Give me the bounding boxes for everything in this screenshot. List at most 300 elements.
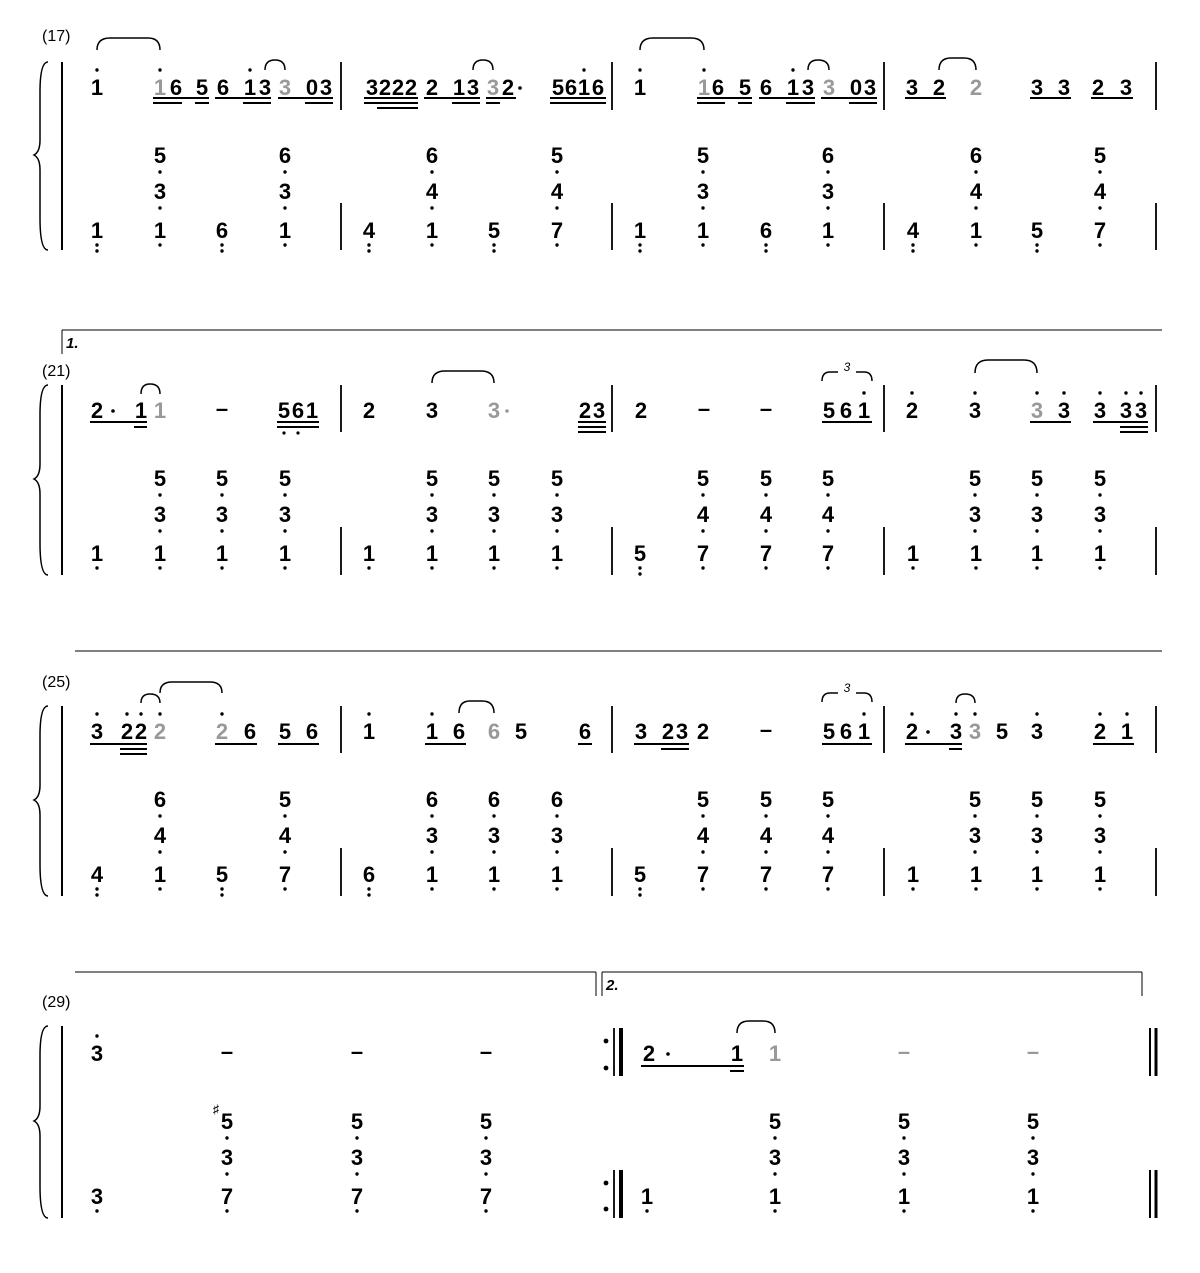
- octave-dot: [1124, 391, 1127, 394]
- low-octave-dot: [430, 493, 433, 496]
- harmony-note-upper: 5: [550, 466, 564, 491]
- harmony-note-middle: 3: [215, 502, 229, 527]
- octave-dot: [1098, 391, 1101, 394]
- melody-note: 1: [362, 719, 376, 744]
- low-octave-dot: [826, 850, 829, 853]
- low-octave-dot: [826, 493, 829, 496]
- bass-note: 7: [350, 1184, 364, 1209]
- melody-note: 3: [90, 1041, 104, 1066]
- harmony-note-upper: 5: [1030, 787, 1044, 812]
- low-octave-dot: [95, 566, 98, 569]
- melody-note: 3: [822, 75, 836, 100]
- low-octave-dot: [1035, 814, 1038, 817]
- octave-dot: [158, 712, 161, 715]
- low-octave-dot: [1035, 243, 1038, 246]
- harmony-note-upper: 5: [768, 1109, 782, 1134]
- low-octave-dot: [555, 887, 558, 890]
- melody-note: 3: [1030, 719, 1044, 744]
- low-octave-dot: [492, 814, 495, 817]
- bass-note: 1: [362, 541, 376, 566]
- harmony-note-middle: 3: [821, 179, 835, 204]
- harmony-note-upper: 6: [821, 143, 835, 168]
- low-octave-dot: [283, 566, 286, 569]
- low-octave-dot: [484, 1172, 487, 1175]
- low-octave-dot: [158, 529, 161, 532]
- low-octave-dot: [764, 887, 767, 890]
- melody-note: 2: [1091, 75, 1105, 100]
- augmentation-dot: [111, 409, 115, 413]
- melody-note: 6: [759, 75, 773, 100]
- sustain-dash: –: [759, 396, 773, 421]
- melody-note: 3: [863, 75, 877, 100]
- melody-note: 1: [134, 398, 148, 423]
- bass-note: 4: [362, 218, 376, 243]
- bass-note: 1: [215, 541, 229, 566]
- melody-note: 6: [711, 75, 725, 100]
- sustain-dash: –: [215, 396, 229, 421]
- melody-note: 2: [1093, 719, 1107, 744]
- melody-notes: [91, 1034, 1039, 1066]
- harmony-note-upper: 5: [968, 466, 982, 491]
- octave-dot: [1139, 391, 1142, 394]
- melody-note: 1: [1120, 719, 1134, 744]
- low-octave-dot: [158, 814, 161, 817]
- harmony-note-upper: 5: [696, 787, 710, 812]
- low-octave-dot: [1098, 206, 1101, 209]
- bass-note: 7: [759, 862, 773, 887]
- low-octave-dot: [701, 814, 704, 817]
- bass-note: 1: [90, 218, 104, 243]
- harmony-note-upper: 5: [821, 787, 835, 812]
- low-octave-dot: [973, 529, 976, 532]
- bass-note: 1: [278, 218, 292, 243]
- bass-note: 5: [487, 218, 501, 243]
- melody-note: 5: [822, 398, 836, 423]
- low-octave-dot: [225, 1136, 228, 1139]
- harmony-note-middle: 4: [969, 179, 983, 204]
- low-octave-dot: [158, 170, 161, 173]
- melody-note: 2: [501, 75, 515, 100]
- melody-note: 2: [134, 719, 148, 744]
- melody-note: 5: [995, 719, 1009, 744]
- octave-dot: [95, 712, 98, 715]
- melody-note: 3: [487, 398, 501, 423]
- low-octave-dot: [973, 850, 976, 853]
- sustain-dash: –: [897, 1039, 911, 1064]
- low-octave-dot: [430, 566, 433, 569]
- low-octave-dot: [158, 493, 161, 496]
- melody-note: 1: [90, 75, 104, 100]
- melody-note: 3: [634, 719, 648, 744]
- low-octave-dot: [638, 572, 641, 575]
- melody-note: 3: [1057, 398, 1071, 423]
- low-octave-dot: [974, 170, 977, 173]
- low-octave-dot: [492, 850, 495, 853]
- melody-note: 1: [633, 75, 647, 100]
- low-octave-dot: [555, 529, 558, 532]
- bass-note: 1: [153, 862, 167, 887]
- melody-note: 1: [730, 1041, 744, 1066]
- melody-note: 3: [466, 75, 480, 100]
- low-octave-dot: [1098, 850, 1101, 853]
- harmony-notes: [91, 143, 1107, 253]
- melody-note: 2: [215, 719, 229, 744]
- low-octave-dot: [158, 243, 161, 246]
- harmony-note-upper: 5: [215, 466, 229, 491]
- octave-dot: [638, 68, 641, 71]
- melody-note: 2: [90, 398, 104, 423]
- harmony-note-upper: 6: [278, 143, 292, 168]
- octave-dot: [1062, 391, 1065, 394]
- bass-note: 7: [220, 1184, 234, 1209]
- low-octave-dot: [430, 814, 433, 817]
- low-octave-dot: [911, 887, 914, 890]
- harmony-note-middle: 4: [425, 179, 439, 204]
- low-octave-dot: [367, 249, 370, 252]
- low-octave-dot: [492, 493, 495, 496]
- low-octave-dot: [430, 850, 433, 853]
- harmony-note-middle: 4: [759, 502, 773, 527]
- low-octave-dot: [430, 887, 433, 890]
- harmony-note-middle: 3: [487, 502, 501, 527]
- melody-notes: [91, 360, 1147, 423]
- bass-note: 1: [425, 541, 439, 566]
- low-octave-dot: [283, 206, 286, 209]
- bass-note: 3: [90, 1184, 104, 1209]
- low-octave-dot: [95, 887, 98, 890]
- melody-note: 6: [487, 719, 501, 744]
- melody-note: 3: [1057, 75, 1071, 100]
- bass-note: 1: [153, 218, 167, 243]
- low-octave-dot: [701, 243, 704, 246]
- melody-note: 2: [634, 398, 648, 423]
- bass-note: 6: [759, 218, 773, 243]
- harmony-note-upper: 5: [1093, 143, 1107, 168]
- low-octave-dot: [638, 893, 641, 896]
- harmony-note-middle: 3: [153, 179, 167, 204]
- low-octave-dot: [1098, 170, 1101, 173]
- harmony-note-upper: 5: [487, 466, 501, 491]
- low-octave-dot: [367, 893, 370, 896]
- melody-note: 3: [486, 75, 500, 100]
- low-octave-dot: [826, 206, 829, 209]
- low-octave-dot: [367, 887, 370, 890]
- melody-note: 2: [905, 398, 919, 423]
- harmony-note-middle: 3: [425, 823, 439, 848]
- harmony-note-middle: 3: [968, 823, 982, 848]
- low-octave-dot: [764, 243, 767, 246]
- bass-note: 7: [1093, 218, 1107, 243]
- low-octave-dot: [555, 170, 558, 173]
- measure-number: (29): [42, 994, 71, 1011]
- low-octave-dot: [283, 887, 286, 890]
- melody-note: 3: [801, 75, 815, 100]
- bass-note: 6: [362, 862, 376, 887]
- octave-dot: [1035, 391, 1038, 394]
- octave-dot: [248, 68, 251, 71]
- bass-note: 1: [550, 541, 564, 566]
- harmony-note-upper: 5: [696, 143, 710, 168]
- melody-note: 5: [514, 719, 528, 744]
- harmony-note-upper: 5: [1093, 466, 1107, 491]
- bass-note: 1: [640, 1184, 654, 1209]
- low-octave-dot: [1098, 529, 1101, 532]
- harmony-note-middle: 4: [759, 823, 773, 848]
- melody-note: 5: [551, 75, 565, 100]
- melody-note: 2: [932, 75, 946, 100]
- low-octave-dot: [492, 566, 495, 569]
- bass-note: 1: [969, 541, 983, 566]
- melody-note: 3: [1030, 398, 1044, 423]
- bass-note: 1: [1093, 541, 1107, 566]
- bass-note: 1: [425, 862, 439, 887]
- octave-dot: [954, 712, 957, 715]
- melody-note: 2: [425, 75, 439, 100]
- low-octave-dots: [282, 431, 299, 434]
- harmony-note-middle: 3: [696, 179, 710, 204]
- harmony-note-middle: 3: [968, 502, 982, 527]
- melody-note: 6: [591, 75, 605, 100]
- melody-note: 3: [1119, 398, 1133, 423]
- harmony-note-middle: 3: [220, 1145, 234, 1170]
- octave-dot: [973, 712, 976, 715]
- bass-note: 7: [696, 541, 710, 566]
- harmony-note-middle: 4: [550, 179, 564, 204]
- harmony-note-upper: 5: [1093, 787, 1107, 812]
- harmony-note-middle: 3: [1030, 502, 1044, 527]
- melody-note: 3: [592, 398, 606, 423]
- harmony-note-upper: 5: [821, 466, 835, 491]
- harmony-note-middle: 3: [1093, 823, 1107, 848]
- harmony-note-upper: 5: [220, 1109, 234, 1134]
- final-barline: [1150, 1028, 1156, 1218]
- low-octave-dot: [764, 814, 767, 817]
- melody-note: 1: [857, 719, 871, 744]
- repeat-end-barline: [604, 1028, 621, 1218]
- harmony-note-upper: 6: [487, 787, 501, 812]
- harmony-note-middle: 3: [278, 502, 292, 527]
- melody-note: 5: [278, 719, 292, 744]
- sustain-dash: –: [220, 1039, 234, 1064]
- low-octave-dot: [95, 893, 98, 896]
- triplet-mark: 3: [843, 360, 851, 374]
- low-octave-dot: [638, 249, 641, 252]
- melody-note: 2: [905, 719, 919, 744]
- harmony-note-upper: 5: [153, 143, 167, 168]
- harmony-note-middle: 3: [479, 1145, 493, 1170]
- harmony-note-middle: 3: [768, 1145, 782, 1170]
- harmony-note-upper: 6: [425, 143, 439, 168]
- harmony-note-middle: 3: [1026, 1145, 1040, 1170]
- melody-note: 1: [243, 75, 257, 100]
- low-octave-dot: [492, 529, 495, 532]
- harmony-note-upper: 5: [759, 787, 773, 812]
- low-octave-dot: [638, 566, 641, 569]
- low-octave-dot: [555, 814, 558, 817]
- bass-note: 1: [278, 541, 292, 566]
- measure-number: (25): [42, 674, 71, 691]
- melody-note: 6: [839, 398, 853, 423]
- low-octave-dot: [638, 887, 641, 890]
- harmony-note-middle: 3: [153, 502, 167, 527]
- melody-note: 3: [90, 719, 104, 744]
- bass-note: 1: [90, 541, 104, 566]
- melody-note: 1: [857, 398, 871, 423]
- low-octave-dot: [826, 529, 829, 532]
- low-octave-dot: [1031, 1209, 1034, 1212]
- melody-note: 5: [277, 398, 291, 423]
- low-octave-dot: [701, 566, 704, 569]
- low-octave-dot: [764, 529, 767, 532]
- harmony-note-upper: 5: [479, 1109, 493, 1134]
- melody-note: 3: [1134, 398, 1148, 423]
- low-octave-dot: [158, 850, 161, 853]
- low-octave-dot: [220, 893, 223, 896]
- bass-note: 1: [425, 218, 439, 243]
- melody-note: 3: [258, 75, 272, 100]
- low-octave-dot: [158, 206, 161, 209]
- octave-dot: [791, 68, 794, 71]
- low-octave-dot: [1035, 249, 1038, 252]
- low-octave-dot: [555, 493, 558, 496]
- octave-dot: [1098, 712, 1101, 715]
- low-octave-dot: [355, 1209, 358, 1212]
- harmony-note-upper: 5: [350, 1109, 364, 1134]
- low-octave-dot: [902, 1209, 905, 1212]
- melody-note: 6: [578, 719, 592, 744]
- system-2: [34, 330, 1162, 576]
- low-octave-dot: [764, 493, 767, 496]
- low-octave-dot: [283, 170, 286, 173]
- low-octave-dot: [283, 850, 286, 853]
- harmony-note-upper: 5: [897, 1109, 911, 1134]
- low-octave-dot: [764, 566, 767, 569]
- melody-note: 3: [319, 75, 333, 100]
- low-octave-dot: [225, 1209, 228, 1212]
- bass-note: 7: [550, 218, 564, 243]
- low-octave-dot: [902, 1136, 905, 1139]
- low-octave-dot: [638, 243, 641, 246]
- low-octave-dot: [1098, 243, 1101, 246]
- octave-dot: [125, 712, 128, 715]
- bass-note: 5: [215, 862, 229, 887]
- low-octave-dot: [220, 243, 223, 246]
- low-octave-dot: [974, 887, 977, 890]
- melody-note: 2: [404, 75, 418, 100]
- octave-dot: [95, 1034, 98, 1037]
- low-octave-dot: [484, 1136, 487, 1139]
- low-octave-dot: [764, 850, 767, 853]
- low-octave-dot: [283, 814, 286, 817]
- melody-note: 6: [169, 75, 183, 100]
- sustain-dash: –: [697, 396, 711, 421]
- bass-note: 4: [90, 862, 104, 887]
- octave-dot: [910, 391, 913, 394]
- melody-note: 5: [822, 719, 836, 744]
- harmony-note-upper: 5: [759, 466, 773, 491]
- bass-note: 7: [278, 862, 292, 887]
- low-octave-dot: [555, 566, 558, 569]
- measure-number: (17): [42, 28, 71, 45]
- harmony-note-middle: 4: [821, 823, 835, 848]
- harmony-note-upper: 5: [968, 787, 982, 812]
- harmony-note-middle: 4: [1093, 179, 1107, 204]
- harmony-note-upper: 5: [1026, 1109, 1040, 1134]
- low-octave-dot: [95, 1209, 98, 1212]
- low-octave-dot: [367, 566, 370, 569]
- harmony-note-middle: 3: [487, 823, 501, 848]
- low-octave-dot: [430, 243, 433, 246]
- triplet-mark: 3: [843, 681, 851, 695]
- low-octave-dot: [220, 887, 223, 890]
- melody-note: 3: [905, 75, 919, 100]
- melody-note: 2: [578, 398, 592, 423]
- octave-dot: [1125, 712, 1128, 715]
- beam-underlines: [641, 1066, 744, 1071]
- low-octave-dot: [367, 243, 370, 246]
- low-octave-dot: [764, 249, 767, 252]
- melody-note: 2: [661, 719, 675, 744]
- low-octave-dot: [773, 1172, 776, 1175]
- low-octave-dot: [773, 1136, 776, 1139]
- low-octave-dot: [773, 1209, 776, 1212]
- bass-note: 1: [153, 541, 167, 566]
- low-octave-dot: [973, 493, 976, 496]
- bass-note: 7: [759, 541, 773, 566]
- harmony-notes: [91, 466, 1106, 576]
- melody-note: 1: [786, 75, 800, 100]
- low-octave-dot: [911, 566, 914, 569]
- harmony-note-upper: 6: [550, 787, 564, 812]
- harmony-note-middle: 3: [425, 502, 439, 527]
- octave-dot: [158, 68, 161, 71]
- melody-note: 3: [1030, 75, 1044, 100]
- low-octave-dot: [974, 566, 977, 569]
- low-octave-dot: [355, 1136, 358, 1139]
- bass-note: 1: [1026, 1184, 1040, 1209]
- bass-note: 1: [768, 1184, 782, 1209]
- melody-note: 6: [564, 75, 578, 100]
- sustain-dash: –: [759, 717, 773, 742]
- low-octave-dot: [484, 1209, 487, 1212]
- beam-underlines: [90, 422, 1148, 432]
- melody-note: 1: [153, 398, 167, 423]
- bass-note: 7: [696, 862, 710, 887]
- melody-note: 2: [153, 719, 167, 744]
- low-octave-dot: [1098, 814, 1101, 817]
- melody-note: 1: [697, 75, 711, 100]
- low-octave-dot: [701, 493, 704, 496]
- low-octave-dot: [430, 206, 433, 209]
- octave-dot: [220, 712, 223, 715]
- harmony-note-middle: 3: [897, 1145, 911, 1170]
- bass-note: 4: [906, 218, 920, 243]
- melody-note: 3: [278, 75, 292, 100]
- low-octave-dot: [158, 566, 161, 569]
- octave-dot: [139, 712, 142, 715]
- harmony-note-middle: 3: [1093, 502, 1107, 527]
- octave-dot: [973, 391, 976, 394]
- low-octave-dot: [225, 1172, 228, 1175]
- low-octave-dot: [974, 243, 977, 246]
- low-octave-dot: [220, 493, 223, 496]
- octave-dot: [910, 712, 913, 715]
- sustain-dash: –: [479, 1039, 493, 1064]
- octave-dot: [95, 68, 98, 71]
- volta-label: 2.: [606, 977, 619, 994]
- low-octave-dot: [826, 243, 829, 246]
- harmony-note-middle: 3: [550, 823, 564, 848]
